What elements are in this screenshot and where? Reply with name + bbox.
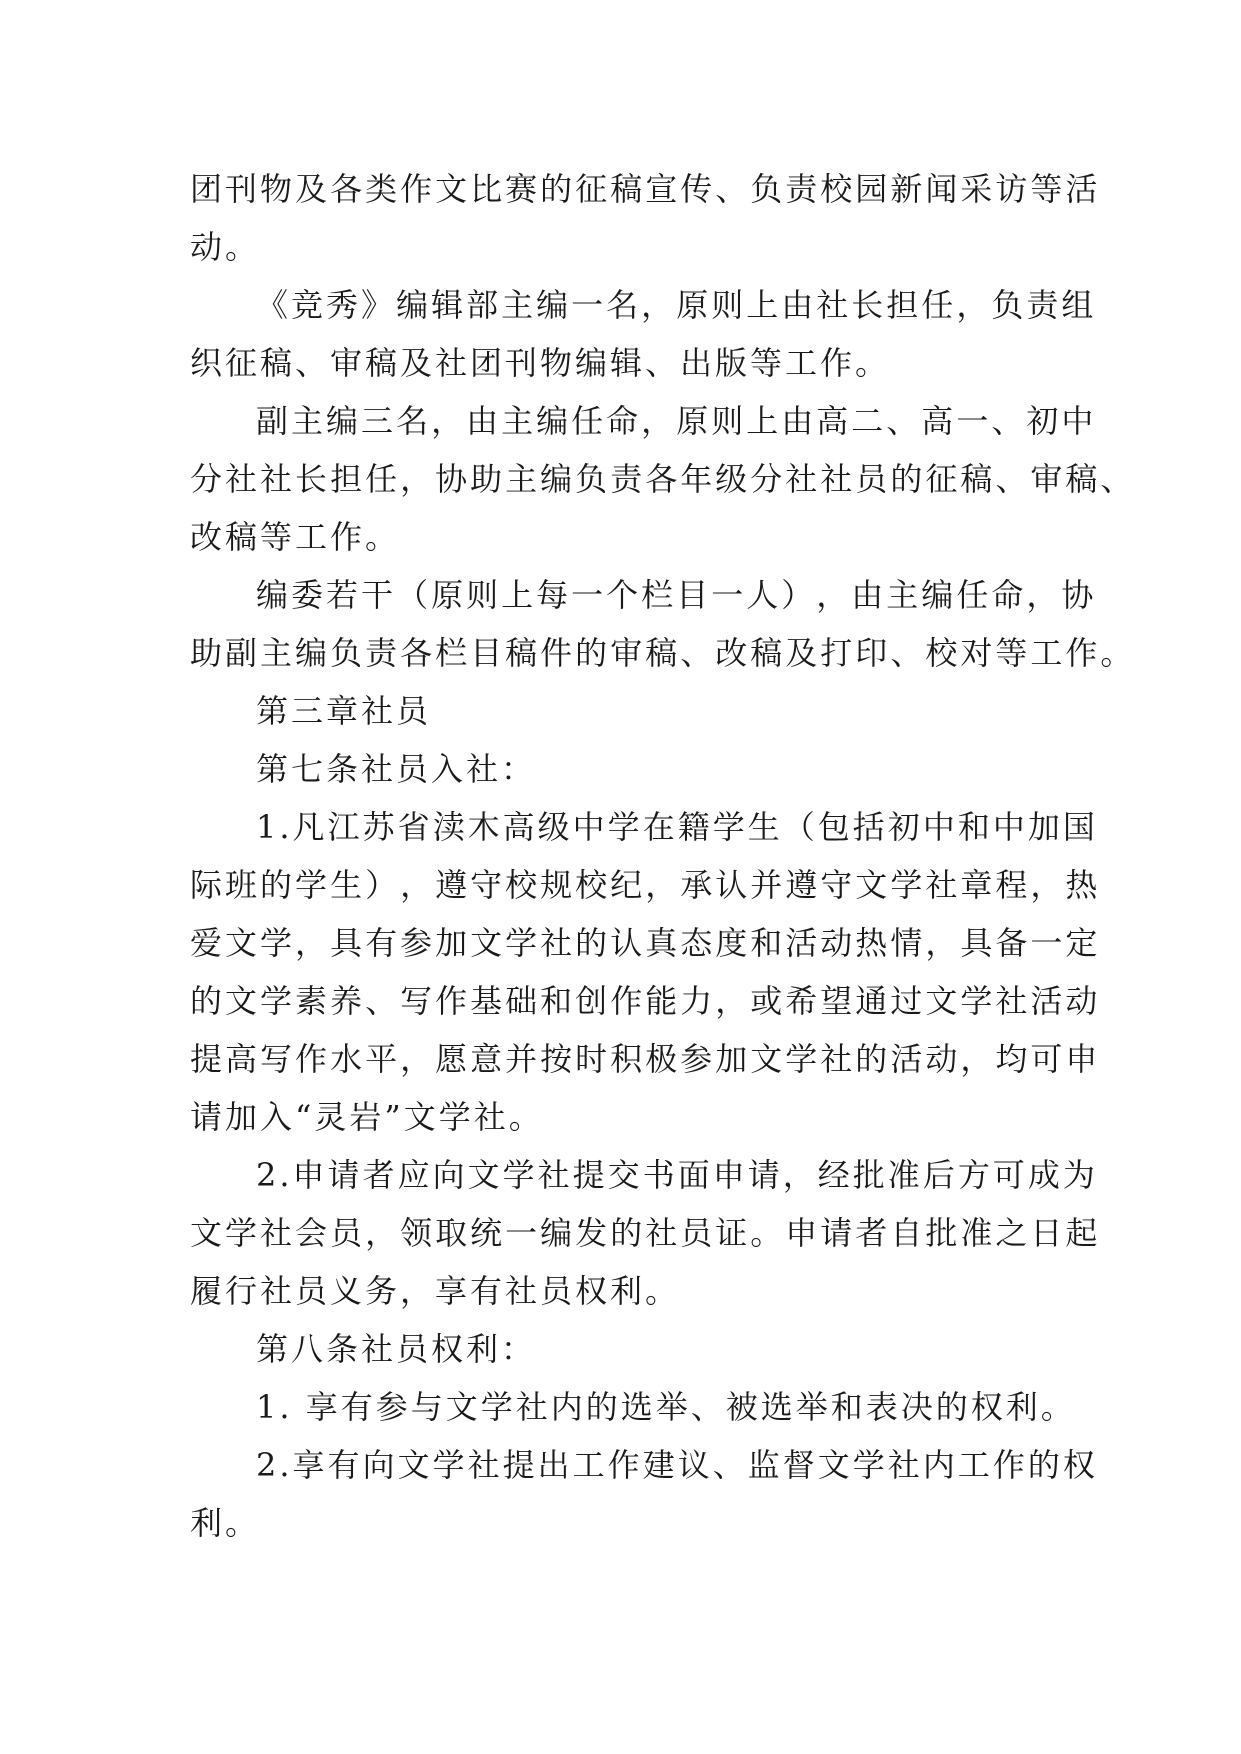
paragraph-line: 《 竞 秀 》 编 辑 部 主 编 一 名 ， 原 则 上 由 社 长 担 任 ， 负 责 组 <box>256 286 1097 324</box>
paragraph-line: 1. 享有参与文学社内的选举、被选举和表决的权利。 <box>256 1388 1076 1426</box>
document-body <box>190 160 1136 1552</box>
paragraph-line: 2 . 享 有 向 文 学 社 提 出 工 作 建 议 、 监 督 文 学 社 内 工 作 的 权 <box>256 1446 1098 1484</box>
paragraph-line: 分 社 社 长 担 任 ， 协 助 主 编 负 责 各 年 级 分 社 社 员 的 征 稿 、 审 稿 、 <box>190 460 1136 498</box>
paragraph-line: 爱 文 学 ， 具 有 参 加 文 学 社 的 认 真 态 度 和 活 动 热 情 ， 具 备 一 定 <box>190 924 1101 962</box>
paragraph-line: 动。 <box>190 228 261 266</box>
paragraph-line: 团 刊 物 及 各 类 作 文 比 赛 的 征 稿 宣 传 、 负 责 校 园 新 闻 采 访 等 活 <box>190 170 1101 208</box>
paragraph-line: 提 高 写 作 水 平 ， 愿 意 并 按 时 积 极 参 加 文 学 社 的 活 动 ， 均 可 申 <box>190 1040 1101 1078</box>
paragraph-line: 履行社员义务，享有社员权利。 <box>190 1272 681 1310</box>
chapter-heading: 第三章社员 <box>256 692 432 730</box>
paragraph-line: 副 主 编 三 名 ， 由 主 编 任 命 ， 原 则 上 由 高 二 、 高 一 、 初 中 <box>256 402 1097 440</box>
paragraph-line: 的 文 学 素 养 、 写 作 基 础 和 创 作 能 力 ， 或 希 望 通 过 文 学 社 活 动 <box>190 982 1101 1020</box>
article-heading: 第八条社员权利： <box>256 1330 537 1368</box>
paragraph-line: 织征稿、审稿及社团刊物编辑、出版等工作。 <box>190 344 891 382</box>
paragraph-line: 1 . 凡 江 苏 省 渎 木 高 级 中 学 在 籍 学 生 （ 包 括 初 中 和 中 加 国 <box>256 808 1098 846</box>
paragraph-line: 利。 <box>190 1504 261 1542</box>
paragraph-line: 助 副 主 编 负 责 各 栏 目 稿 件 的 审 稿 、 改 稿 及 打 印 、 校 对 等 工 作 。 <box>190 634 1136 672</box>
paragraph-line: 2 . 申 请 者 应 向 文 学 社 提 交 书 面 申 请 ， 经 批 准 后 方 可 成 为 <box>256 1156 1098 1194</box>
paragraph-line: 改稿等工作。 <box>190 518 401 556</box>
paragraph-line: 文 学 社 会 员 ， 领 取 统 一 编 发 的 社 员 证 。 申 请 者 自 批 准 之 日 起 <box>190 1214 1101 1252</box>
paragraph-line: 请加入“灵岩”文学社。 <box>190 1098 544 1136</box>
article-heading: 第七条社员入社： <box>256 750 537 788</box>
paragraph-line: 际 班 的 学 生 ） ， 遵 守 校 规 校 纪 ， 承 认 并 遵 守 文 学 社 章 程 ， 热 <box>190 866 1101 904</box>
paragraph-line: 编 委 若 干 （ 原 则 上 每 一 个 栏 目 一 人 ） ， 由 主 编 任 命 ， 协 <box>256 576 1097 614</box>
